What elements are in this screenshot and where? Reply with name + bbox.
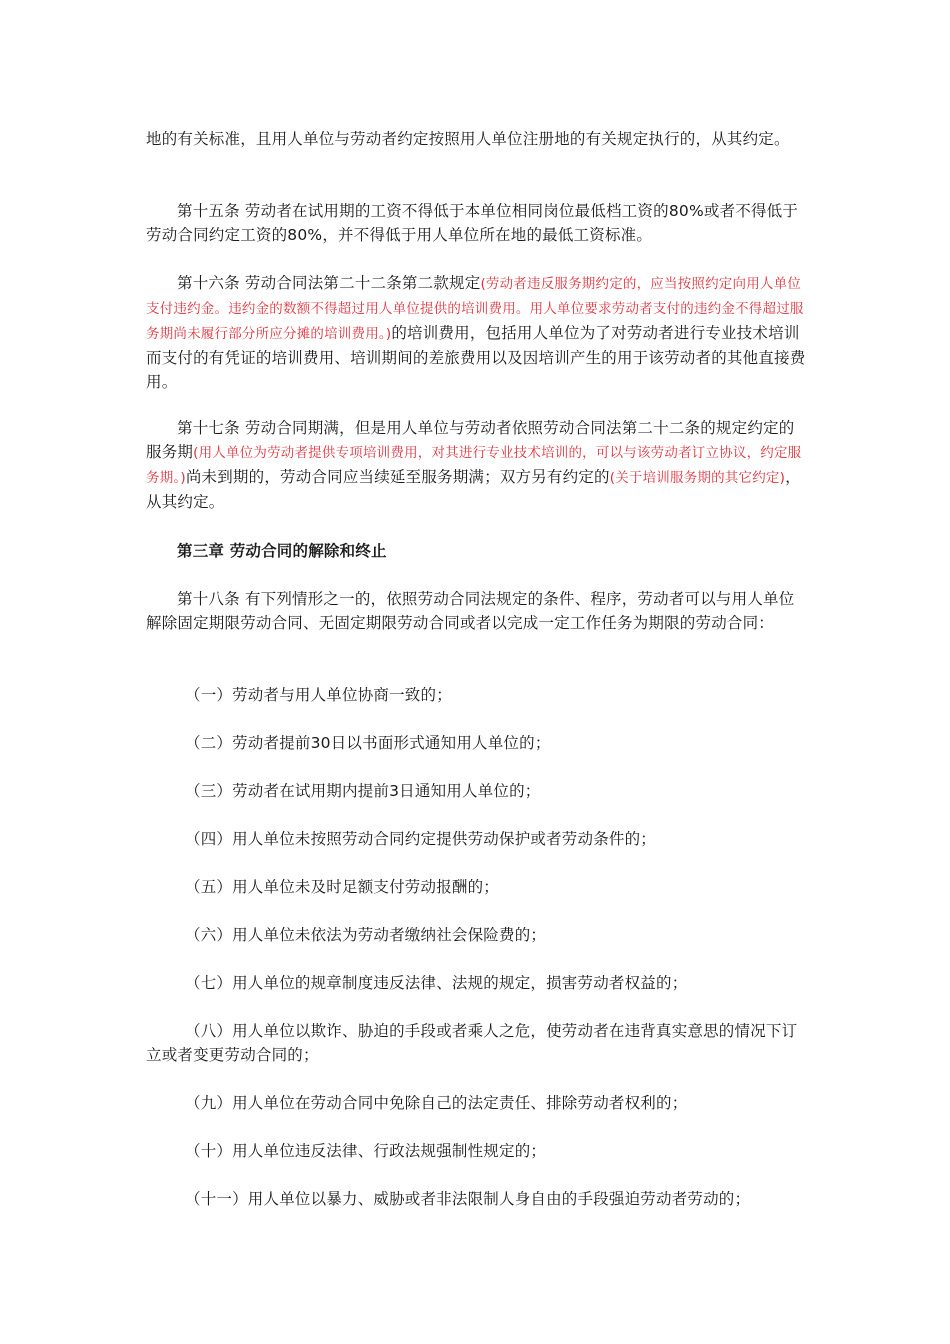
article-17-annotation: (用人单位为劳动者提供专项培训费用，对其进行专业技术培训的，可以与该劳动者订立协议，约定服务期。): [146, 445, 802, 486]
paragraph-continuation: 地的有关标准，且用人单位与劳动者约定按照用人单位注册地的有关规定执行的，从其约定。: [146, 130, 790, 148]
article-15: 第十五条 劳动者在试用期的工资不得低于本单位相同岗位最低档工资的80%或者不得低于劳动合同约定工资的80%，并不得低于用人单位所在地的最低工资标准。: [146, 202, 799, 244]
article-18: 第十八条 有下列情形之一的，依照劳动合同法规定的条件、程序，劳动者可以与用人单位解除固定期限劳动合同、无固定期限劳动合同或者以完成一定工作任务为期限的劳动合同：: [146, 590, 795, 632]
list-item: （八）用人单位以欺诈、胁迫的手段或者乘人之危，使劳动者在违背真实意思的情况下订立或者变更劳动合同的；: [146, 1022, 798, 1064]
list-item: （三）劳动者在试用期内提前3日通知用人单位的；: [185, 782, 541, 800]
list-item: （五）用人单位未及时足额支付劳动报酬的；: [185, 878, 500, 896]
article-17: [146, 416, 806, 514]
article-16-text: 第十六条 劳动合同法第二十二条第二款规定: [177, 274, 481, 292]
list-item: （十）用人单位违反法律、行政法规强制性规定的；: [185, 1142, 547, 1160]
article-17-text-mid: 尚未到期的，劳动合同应当续延至服务期满；双方另有约定的: [185, 468, 610, 486]
list-item: （六）用人单位未依法为劳动者缴纳社会保险费的；: [185, 926, 547, 944]
article-16: [146, 271, 806, 394]
list-item: （九）用人单位在劳动合同中免除自己的法定责任、排除劳动者权利的；: [185, 1094, 688, 1112]
article-16-text-tail: 的培训费用，包括用人单位为了对劳动者进行专业技术培训而支付的有凭证的培训费用、培训期间的差旅费用以及因培训产生的用于该劳动者的其他直接费用。: [146, 324, 806, 391]
article-17-text-tail: ，从其约定。: [146, 468, 801, 511]
article-17-text: 第十七条 劳动合同期满，但是用人单位与劳动者依照劳动合同法第二十二条的规定约定的服务期: [146, 419, 795, 461]
article-17-annotation-2: (关于培训服务期的其它约定): [609, 470, 786, 486]
list-item: （十一）用人单位以暴力、威胁或者非法限制人身自由的手段强迫劳动者劳动的；: [185, 1190, 751, 1208]
chapter-3-heading: 第三章 劳动合同的解除和终止: [177, 542, 387, 560]
article-16-annotation: (劳动者违反服务期约定的，应当按照约定向用人单位支付违约金。违约金的数额不得超过用人单位提供的培训费用。用人单位要求劳动者支付的违约金不得超过服务期尚未履行部分所应分摊的培训费用。): [146, 276, 804, 342]
list-item: （二）劳动者提前30日以书面形式通知用人单位的；: [185, 734, 551, 752]
list-item: （一）劳动者与用人单位协商一致的；: [185, 686, 452, 704]
list-item: （七）用人单位的规章制度违反法律、法规的规定，损害劳动者权益的；: [185, 974, 688, 992]
list-item: （四）用人单位未按照劳动合同约定提供劳动保护或者劳动条件的；: [185, 830, 657, 848]
